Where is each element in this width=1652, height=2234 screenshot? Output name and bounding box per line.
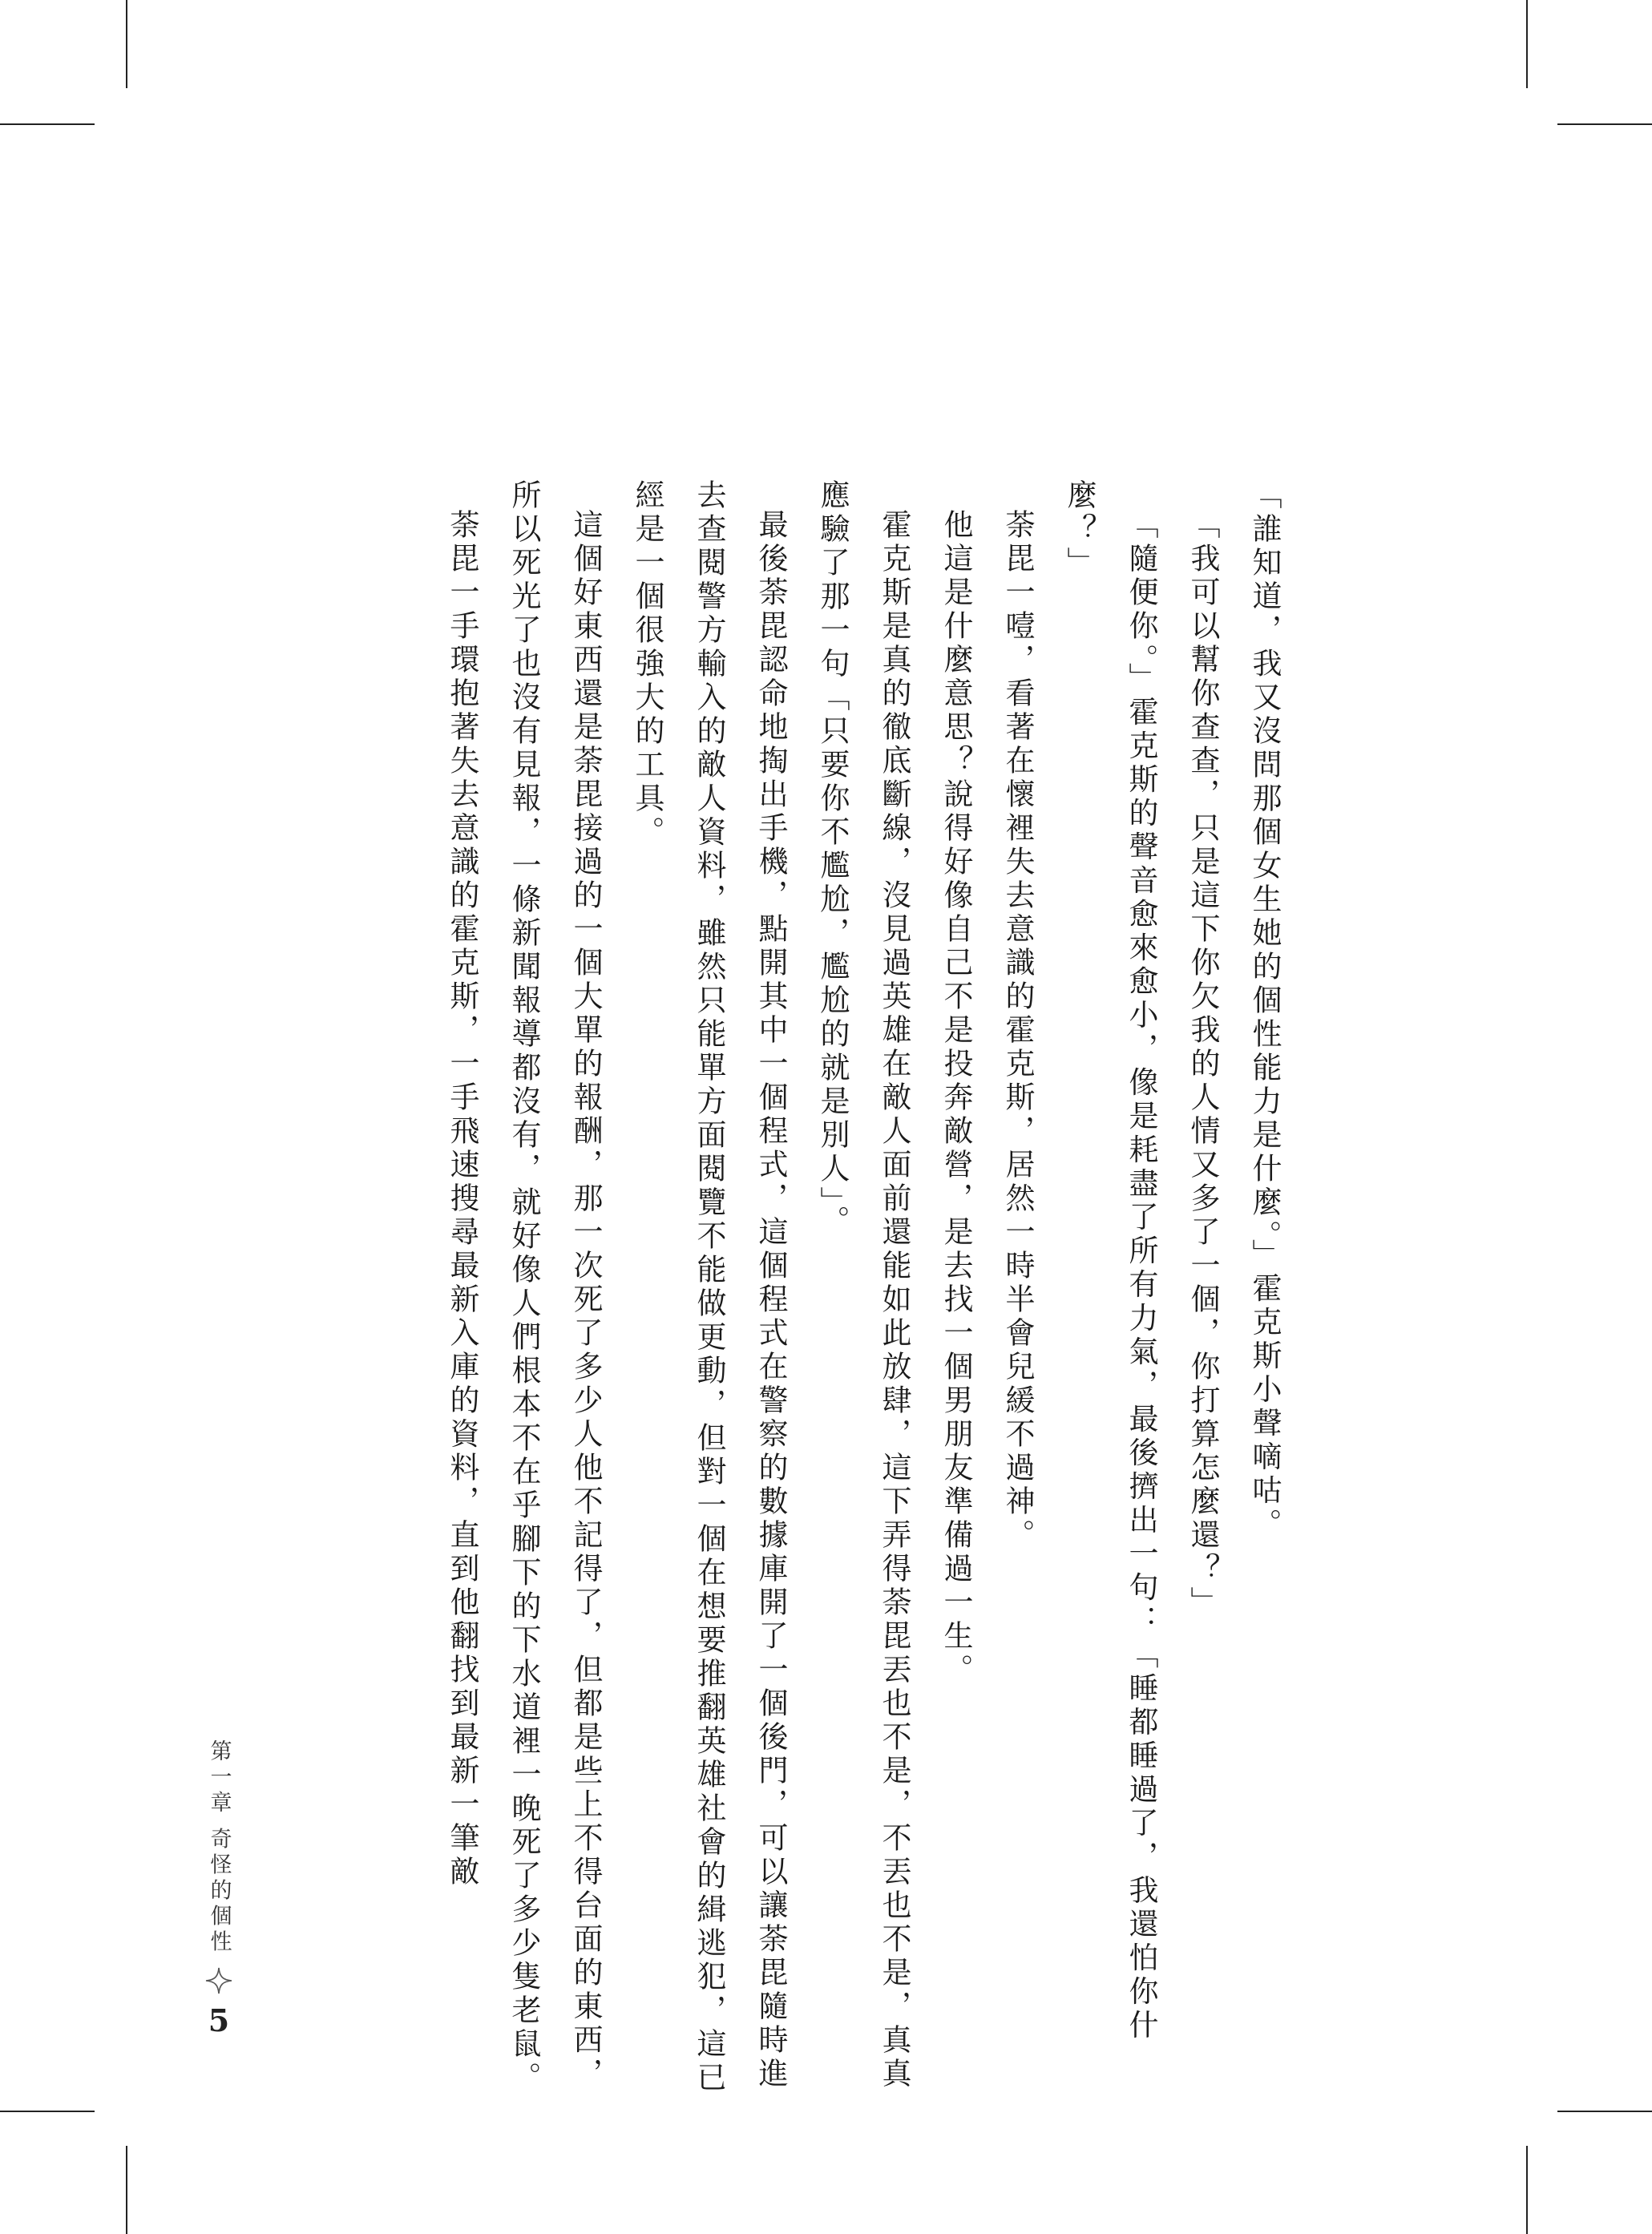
four-point-star-icon bbox=[205, 1967, 232, 1994]
page-number: 5 bbox=[208, 2002, 230, 2038]
paragraph: 「我可以幫你查查，只是這下你欠我的人情又多了一個，你打算怎麼還？」 bbox=[1185, 509, 1220, 1620]
crop-mark-top-right-vertical bbox=[1526, 0, 1528, 88]
crop-mark-top-left-vertical bbox=[126, 0, 127, 88]
paragraph: 這個好東西還是荼毘接過的一個大單的報酬，那一次死了多少人他不記得了，但都是些上不得台面的東西，所以死光了也沒有見報，一條新聞報導都沒有，就好像人們根本不在乎腳下的下水道裡一晚死了多少隻老鼠。 bbox=[507, 479, 603, 2095]
paragraph: 他這是什麼意思？說得好像自己不是投奔敵營，是去找一個男朋友準備過一生。 bbox=[939, 509, 973, 1687]
paragraph: 荼毘一噎，看著在懷裡失去意識的霍克斯，居然一時半會兒緩不過神。 bbox=[1000, 509, 1035, 1553]
crop-mark-top-right-horizontal bbox=[1557, 123, 1652, 125]
paragraph: 「隨便你。」霍克斯的聲音愈來愈小，像是耗盡了所有力氣，最後擠出一句：「睡都睡過了，我還怕你什麼？」 bbox=[1062, 479, 1158, 2043]
crop-mark-bottom-right-horizontal bbox=[1557, 2111, 1652, 2112]
paragraph: 霍克斯是真的徹底斷線，沒見過英雄在敵人面前還能如此放肆，這下弄得荼毘丟也不是，不丟也不是，真真應驗了那一句「只要你不尷尬，尷尬的就是別人」。 bbox=[815, 479, 911, 2091]
crop-mark-bottom-left-vertical bbox=[126, 2146, 127, 2234]
chapter-title: 第一章 奇怪的個性 bbox=[206, 1739, 232, 1956]
paragraph: 荼毘一手環抱著失去意識的霍克斯，一手飛速搜尋最新入庫的資料，直到他翻找到最新一筆敵 bbox=[445, 509, 479, 1889]
running-footer bbox=[200, 1739, 237, 2038]
paragraph: 「誰知道，我又沒問那個女生她的個性能力是什麼。」霍克斯小聲嘀咕。 bbox=[1247, 479, 1282, 1542]
crop-mark-bottom-right-vertical bbox=[1526, 2146, 1528, 2234]
paragraph: 最後荼毘認命地掏出手機，點開其中一個程式，這個程式在警察的數據庫開了一個後門，可以讓荼毘隨時進去查閱警方輸入的敵人資料，雖然只能單方面閱覽不能做更動，但對一個在想要推翻英雄社會的緝逃犯，這已經是一個很強大的工具。 bbox=[630, 479, 788, 2095]
crop-mark-top-left-horizontal bbox=[0, 123, 95, 125]
body-text bbox=[0, 479, 1295, 2115]
